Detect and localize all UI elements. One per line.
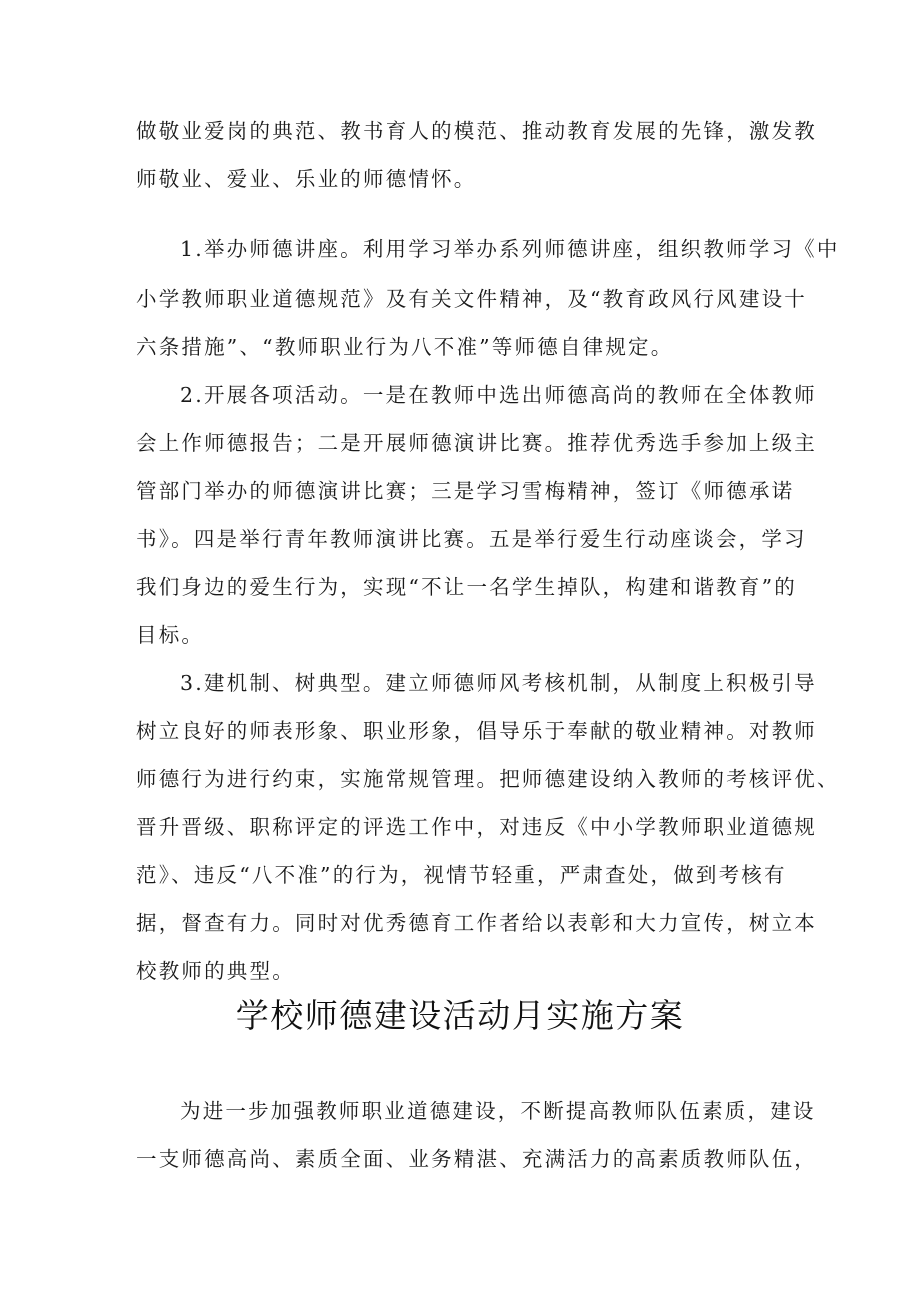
item2-line-3: 管部门举办的师德演讲比赛；三是学习雪梅精神，签订《师德承诺	[136, 479, 795, 503]
item2-line-4: 书》。四是举行青年教师演讲比赛。五是举行爱生行动座谈会，学习	[136, 527, 807, 551]
item1-line-3: 六条措施”、“教师职业行为八不准”等师德自律规定。	[136, 335, 674, 359]
item1-line-1: 1.举办师德讲座。利用学习举办系列师德讲座，组织教师学习《中	[180, 237, 840, 261]
item3-line-3: 师德行为进行约束，实施常规管理。把师德建设纳入教师的考核评优、	[136, 767, 840, 791]
intro-line-2: 师敬业、爱业、乐业的师德情怀。	[136, 167, 477, 191]
item2-line-5: 我们身边的爱生行为，实现“不让一名学生掉队，构建和谐教育”的	[136, 575, 797, 599]
final-line-1: 为进一步加强教师职业道德建设，不断提高教师队伍素质，建设	[180, 1099, 816, 1123]
item3-line-6: 据，督查有力。同时对优秀德育工作者给以表彰和大力宣传，树立本	[136, 911, 817, 935]
intro-line-1: 做敬业爱岗的典范、教书育人的模范、推动教育发展的先锋，激发教	[136, 119, 817, 143]
item3-line-2: 树立良好的师表形象、职业形象，倡导乐于奉献的敬业精神。对教师	[136, 719, 817, 743]
item2-line-6: 目标。	[136, 623, 205, 647]
item2-line-2: 会上作师德报告；二是开展师德演讲比赛。推荐优秀选手参加上级主	[136, 431, 817, 455]
item3-line-4: 晋升晋级、职称评定的评选工作中，对违反《中小学教师职业道德规	[136, 815, 817, 839]
item3-line-5: 范》、违反“八不准”的行为，视情节轻重，严肃查处，做到考核有	[136, 863, 787, 887]
item1-line-2: 小学教师职业道德规范》及有关文件精神，及“教育政风行风建设十	[136, 287, 807, 311]
final-line-2: 一支师德高尚、素质全面、业务精湛、充满活力的高素质教师队伍，	[136, 1147, 817, 1171]
item3-line-7: 校教师的典型。	[136, 959, 295, 983]
document-title: 学校师德建设活动月实施方案	[235, 996, 685, 1035]
item2-line-1: 2.开展各项活动。一是在教师中选出师德高尚的教师在全体教师	[180, 383, 817, 407]
item3-line-1: 3.建机制、树典型。建立师德师风考核机制，从制度上积极引导	[180, 671, 817, 695]
